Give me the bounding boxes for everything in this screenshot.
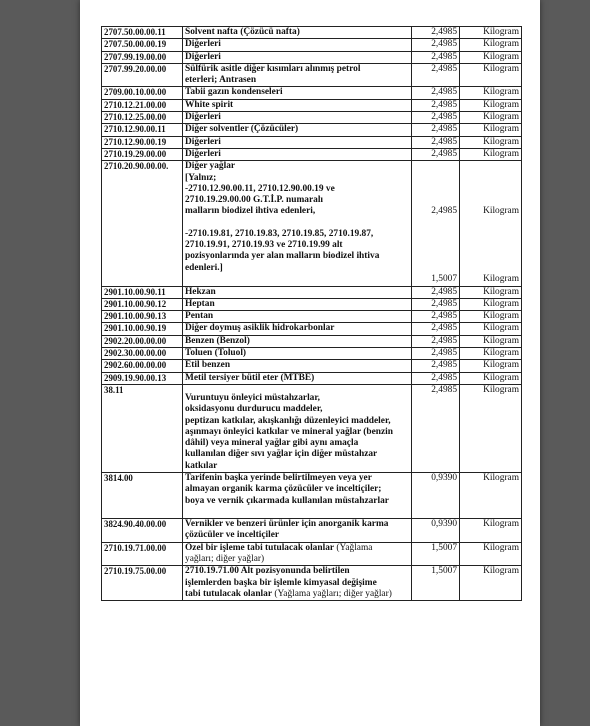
item-description: Diğerleri	[183, 51, 412, 63]
gtip-code: 2709.00.10.00.00	[102, 87, 183, 99]
tax-amount: 2,4985	[412, 148, 460, 160]
table-row	[102, 372, 522, 384]
table-row	[102, 323, 522, 335]
gtip-code: 2901.10.00.90.13	[102, 311, 183, 323]
item-description	[183, 542, 412, 566]
item-description	[183, 472, 412, 518]
description-line: Vuruntuyu önleyici müstahzarlar,	[185, 392, 321, 403]
description-line: aşınmayı önleyici katkılar ve mineral yağlar (benzin	[185, 426, 393, 437]
tax-amount: 2,4985	[412, 39, 460, 51]
item-description: Diğerleri	[183, 148, 412, 160]
description-line: oksidasyonu durdurucu maddeler,	[185, 404, 323, 415]
description-bold: tabi tutulacak olanlar	[185, 588, 272, 599]
gtip-code: 2710.12.90.00.11	[102, 124, 183, 136]
unit: Kilogram	[460, 472, 522, 518]
gtip-code: 2707.99.19.00.00	[102, 51, 183, 63]
gtip-code: 2901.10.00.90.12	[102, 298, 183, 310]
description-line: katkılar	[185, 460, 218, 471]
tax-amount: 1,5007	[412, 542, 460, 566]
tariff-table	[101, 26, 522, 601]
gtip-code: 38.11	[102, 384, 183, 472]
item-description: Diğerleri	[183, 136, 412, 148]
tax-amount: 2,4985	[412, 99, 460, 111]
unit: Kilogram	[460, 39, 522, 51]
tax-amount: 2,4985	[412, 348, 460, 360]
description-bold: Özel bir işleme tabi tutulacak olanlar	[185, 542, 335, 553]
tax-amount: 2,4985	[412, 112, 460, 124]
gtip-code: 2902.60.00.00.00	[102, 360, 183, 372]
tax-amount: 2,4985	[431, 206, 457, 217]
unit: Kilogram	[483, 206, 519, 217]
description-normal: (Yağlama	[334, 542, 373, 553]
unit: Kilogram	[460, 124, 522, 136]
gtip-code: 3824.90.40.00.00	[102, 519, 183, 543]
description-line: Vernikler ve benzeri ürünler için anorganik karma	[185, 519, 389, 530]
gtip-code: 2710.19.29.00.00	[102, 148, 183, 160]
table-row	[102, 384, 522, 472]
table-row	[102, 112, 522, 124]
gtip-code: 2707.99.20.00.00	[102, 63, 183, 87]
item-description: Benzen (Benzol)	[183, 335, 412, 347]
description-line: Diğer yağlar	[185, 161, 236, 172]
item-description: Etil benzen	[183, 360, 412, 372]
table-row	[102, 286, 522, 298]
tax-amount: 2,4985	[412, 286, 460, 298]
item-description: Toluen (Toluol)	[183, 348, 412, 360]
spacer	[185, 385, 409, 393]
tax-amount: 2,4985	[412, 136, 460, 148]
table-row	[102, 566, 522, 601]
description-line	[185, 274, 409, 285]
table-row	[102, 311, 522, 323]
item-description: Metil tersiyer bütil eter (MTBE)	[183, 372, 412, 384]
tariff-table-body	[102, 27, 522, 601]
table-row	[102, 99, 522, 111]
tax-amount: 0,9390	[412, 519, 460, 543]
table-row	[102, 148, 522, 160]
tax-amount: 2,4985	[412, 87, 460, 99]
table-row	[102, 472, 522, 518]
tax-amount: 0,9390	[412, 472, 460, 518]
unit: Kilogram	[460, 51, 522, 63]
description-line: -2710.19.81, 2710.19.83, 2710.19.85, 2710.19.87,	[185, 228, 374, 239]
unit: Kilogram	[460, 136, 522, 148]
tax-amount: 2,4985	[412, 298, 460, 310]
unit: Kilogram	[460, 372, 522, 384]
description-line: -2710.12.90.00.11, 2710.12.90.00.19 ve	[185, 183, 335, 194]
tax-amount: 2,4985	[412, 360, 460, 372]
item-description: Heptan	[183, 298, 412, 310]
tax-amount: 1,5007	[431, 274, 457, 285]
tax-amount: 2,4985	[412, 311, 460, 323]
description-line: 2710.19.71.00 Alt pozisyonunda belirtilen	[185, 566, 350, 577]
unit: Kilogram	[460, 519, 522, 543]
unit: Kilogram	[460, 566, 522, 601]
unit: Kilogram	[483, 274, 519, 285]
table-row	[102, 27, 522, 39]
tax-amount: 2,4985	[412, 335, 460, 347]
tax-amount: 2,4985	[412, 323, 460, 335]
unit: Kilogram	[460, 286, 522, 298]
item-description: Solvent nafta (Çözücü nafta)	[183, 27, 412, 39]
table-row	[102, 87, 522, 99]
description-line: kullanılan diğer sıvı yağlar için diğer müstahzar	[185, 449, 378, 460]
description-line: malların biodizel ihtiva edenleri,	[185, 206, 316, 217]
table-row	[102, 161, 522, 286]
gtip-code: 2902.30.00.00.00	[102, 348, 183, 360]
tax-amount: 2,4985	[412, 124, 460, 136]
gtip-code: 2710.20.90.00.00.	[102, 161, 183, 286]
description-line: peptizan katkılar, akışkanlığı düzenleyici maddeler,	[185, 415, 391, 426]
gtip-code: 2707.50.00.00.19	[102, 39, 183, 51]
table-row	[102, 519, 522, 543]
unit: Kilogram	[460, 323, 522, 335]
item-description: Diğerleri	[183, 112, 412, 124]
unit: Kilogram	[460, 335, 522, 347]
unit: Kilogram	[460, 63, 522, 87]
item-description	[183, 519, 412, 543]
table-row	[102, 335, 522, 347]
unit: Kilogram	[460, 112, 522, 124]
description-line: edenleri.]	[185, 262, 223, 273]
description-line: yağları; diğer yağlar)	[185, 554, 265, 565]
table-row	[102, 542, 522, 566]
table-row	[102, 298, 522, 310]
description-line: çözücüler ve inceltiçiler	[185, 530, 280, 541]
unit: Kilogram	[460, 148, 522, 160]
description-line: almayan organik karma çözücüler ve inceltiçiler;	[185, 484, 382, 495]
description-line: pozisyonlarında yer alan malların biodizel ihtiva	[185, 251, 380, 262]
tax-amount: 2,4985	[412, 372, 460, 384]
unit: Kilogram	[460, 360, 522, 372]
gtip-code: 2710.19.75.00.00	[102, 566, 183, 601]
gtip-code: 2707.50.00.00.11	[102, 27, 183, 39]
unit: Kilogram	[460, 311, 522, 323]
gtip-code: 2710.12.90.00.19	[102, 136, 183, 148]
tax-amount: 2,4985	[412, 27, 460, 39]
table-row	[102, 136, 522, 148]
gtip-code: 2710.12.21.00.00	[102, 99, 183, 111]
description-normal: (Yağlama yağları; diğer yağlar)	[272, 588, 392, 599]
description-line: 2710.19.91, 2710.19.93 ve 2710.19.99 alt	[185, 240, 343, 251]
tax-amount: 1,5007	[412, 566, 460, 601]
item-description: Diğerleri	[183, 39, 412, 51]
tax-amount: 2,4985	[412, 384, 460, 472]
table-row	[102, 124, 522, 136]
description-line: eterleri; Antrasen	[185, 75, 257, 86]
unit-cell	[460, 161, 522, 286]
gtip-code: 2902.20.00.00.00	[102, 335, 183, 347]
tax-amount: 2,4985	[412, 63, 460, 87]
table-row	[102, 39, 522, 51]
item-description: White spirit	[183, 99, 412, 111]
gtip-code: 2710.12.25.00.00	[102, 112, 183, 124]
unit: Kilogram	[460, 384, 522, 472]
description-line: boya ve vernik çıkarmada kullanılan müstahzarlar	[185, 495, 389, 506]
table-row	[102, 51, 522, 63]
unit: Kilogram	[460, 27, 522, 39]
spacer	[185, 218, 409, 229]
gtip-code: 2901.10.00.90.19	[102, 323, 183, 335]
description-line: Tarifenin başka yerinde belirtilmeyen veya yer	[185, 472, 372, 483]
table-row	[102, 348, 522, 360]
tax-amount: 2,4985	[412, 51, 460, 63]
item-description	[183, 161, 412, 286]
description-line: Sülfürik asitle diğer kısımları alınmış petrol	[185, 63, 361, 74]
description-line: dâhil) veya mineral yağlar gibi aynı amaçla	[185, 438, 359, 449]
gtip-code: 2909.19.90.00.13	[102, 372, 183, 384]
tax-amount-cell	[412, 161, 460, 286]
unit: Kilogram	[460, 542, 522, 566]
unit: Kilogram	[460, 348, 522, 360]
table-row	[102, 63, 522, 87]
document-page	[80, 0, 540, 726]
unit: Kilogram	[460, 87, 522, 99]
description-line: işlemlerden başka bir işlemle kimyasal değişime	[185, 577, 377, 588]
item-description: Diğer solventler (Çözücüler)	[183, 124, 412, 136]
gtip-code: 2710.19.71.00.00	[102, 542, 183, 566]
item-description	[183, 566, 412, 601]
gtip-code: 2901.10.00.90.11	[102, 286, 183, 298]
item-description: Diğer doymuş asiklik hidrokarbonlar	[183, 323, 412, 335]
table-row	[102, 360, 522, 372]
item-description: Hekzan	[183, 286, 412, 298]
description-line: [Yalnız;	[185, 172, 217, 183]
unit: Kilogram	[460, 298, 522, 310]
item-description	[183, 384, 412, 472]
gtip-code: 3814.00	[102, 472, 183, 518]
unit: Kilogram	[460, 99, 522, 111]
item-description: Tabii gazın kondenseleri	[183, 87, 412, 99]
description-line: 2710.19.29.00.00 G.T.İ.P. numaralı	[185, 195, 324, 206]
item-description	[183, 63, 412, 87]
item-description: Pentan	[183, 311, 412, 323]
